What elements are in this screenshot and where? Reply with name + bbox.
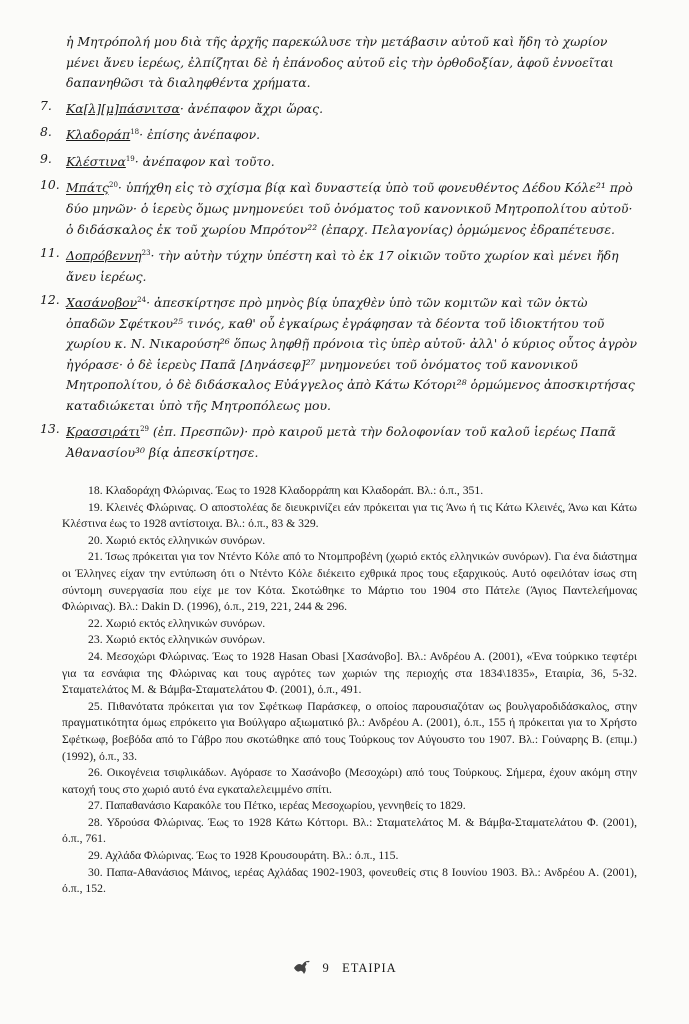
footnote-ref: 20 [109,181,118,190]
village-entry [40,419,640,463]
village-name: Κα[λ][μ]πάσνιτσα [66,100,180,116]
village-list [40,96,640,464]
footnote: 28. Υδρούσα Φλώρινας. Έως το 1928 Κάτω Κόττορι. Βλ.: Σταματελάτος Μ. & Βάμβα-Σταματελάτου Φ. (2001), ό.π., 761. [62,815,637,846]
entry-number: 11. [40,245,60,260]
entry-text: (ἐπ. Πρεσπῶν)· πρὸ καιροῦ μετὰ τὴν δολοφονίαν τοῦ καλοῦ ἱερέως Παπᾶ Ἀθανασίου³⁰ βίᾳ ἀπεσκίρτησε. [66,424,616,460]
footnote: 19. Κλεινές Φλώρινας. Ο αποστολέας δε διευκρινίζει εάν πρόκειται για τις Άνω ή τις Κάτω Κλεινές, Άνω και Κάτω Κλέστινα έως το 1928 αντίστοιχα. Βλ.: ό.π., 83 & 329. [62,500,637,531]
village-name: Δοπρόβεννη [66,248,142,264]
entry-body [66,96,640,120]
village-entry [40,149,640,173]
footnote-ref: 29 [140,425,149,434]
footnote: 30. Παπα-Αθανάσιος Μάινος, ιερέας Αχλάδας 1902-1903, φονευθείς στις 8 Ιουνίου 1903. Βλ.: Ανδρέου Α. (2001), ό.π., 152. [62,865,637,896]
village-entry [40,290,640,416]
entry-body [66,149,640,173]
intro-paragraph: ἡ Μητρόπολή μου διὰ τῆς ἀρχῆς παρεκώλυσε τὴν μετάβασιν αὐτοῦ καὶ ἤδη τὸ χωρίον μένει ἄνευ ἱερέως, ἐλπίζηται δὲ ἡ ἐπάνοδος αὐτοῦ εἰς τὴν ὀρθοδοξίαν, ἀφοῦ ἐννοεῖται δαπανηθῶσι τὰ διαληφθέντα χρήματα. [66,34,614,90]
entry-body [66,243,640,287]
footnote: 22. Χωριό εκτός ελληνικών συνόρων. [88,616,266,630]
entry-text: · ἐπίσης ἀνέπαφον. [139,127,261,143]
village-entry [40,175,640,240]
entry-number: 8. [40,124,52,140]
footnote: 23. Χωριό εκτός ελληνικών συνόρων. [88,633,266,647]
entry-text: · ἀνέπαφον ἄχρι ὥρας. [179,100,324,116]
village-entry [40,122,640,146]
footnote: 26. Οικογένεια τσιφλικάδων. Αγόρασε το Χασάνοβο (Μεσοχώρι) από τους Τούρκους. Σήμερα, έχουν ακόμη στην κατοχή τους στο χωριό αυτό ένα εγκαταλελειμμένο σπίτι. [62,766,637,796]
page-number: 9 [322,960,330,975]
village-entry [40,96,640,120]
village-name: Κλαδοράπ [66,127,131,143]
main-text [40,32,640,466]
journal-name: ΕΤΑΙΡΙΑ [342,960,397,975]
footnote-ref: 23 [141,249,151,257]
footnote-ref: 18 [130,128,140,137]
entry-number: 7. [40,97,52,113]
entry-body [66,175,640,240]
entry-body [66,419,640,463]
village-name: Μπάτς [66,180,109,196]
entry-number: 10. [40,177,60,193]
footnote: 25. Πιθανότατα πρόκειται για τον Σφέτκωφ Παράσκεφ, ο οποίος παρουσιαζόταν ως βουλγαροδιδάσκαλος, στην πραγματικότητα όμως επρόκειτο για Βούλγαρο αξιωματικό βλ.: Ανδρέου Α. (2001), ό.π., 155 ή πρόκειται για το Χρήστο Σφέτκωφ, βοεβόδα από το Γάβρο που σκοτώθηκε από τους Τούρκους τον Αύγουστο του 1907. Βλ.: Γούναρης Β. (επιμ.) (1992), ό.π., 33. [62,699,637,763]
entry-number: 12. [40,292,60,308]
bird-emblem-icon [292,958,312,980]
village-name: Κρασσιράτι [66,424,141,440]
footnote: 21. Ίσως πρόκειται για τον Ντέντο Κόλε από το Ντομπροβένη (χωριό εκτός ελληνικών συνόρων). Για ένα διάστημα οι Έλληνες είχαν την εντύπωση ότι ο Ντέντο Κόλε διέκειτο εχθρικά προς τους εξαρχικούς. Αυτό οφειλόταν ίσως στη σύντομη συνεργασία που είχε με τον Κότα. Σκοτώθηκε το Μάρτιο του 1904 στο Πάτελε (Άγιος Παντελεήμονας Φλώρινας). Βλ.: Dakin D. (1996), ό.π., 219, 221, 244 & 296. [62,550,637,614]
village-entry [40,243,640,287]
page-footer [0,958,689,980]
entry-text: · τὴν αὐτὴν τύχην ὑπέστη καὶ τὸ ἐκ 17 οἰκιῶν τοῦτο χωρίον καὶ μένει ἤδη ἄνευ ἱερέως. [66,248,619,284]
footnotes [62,483,637,898]
entry-body [66,122,640,146]
entry-body [66,290,640,416]
entry-text: · ἀνέπαφον καὶ τοῦτο. [134,153,275,169]
village-name: Χασάνοβον [66,295,138,311]
entry-text: · ὑπήχθη εἰς τὸ σχίσμα βίᾳ καὶ δυναστείᾳ ὑπὸ τοῦ φονευθέντος Δέδου Κόλε²¹ πρὸ δύο μηνῶν· ὁ ἱερεὺς ὅμως μνημονεύει τοῦ ὀνόματος τοῦ κανονικοῦ Μητροπολίτου αὐτοῦ· ὁ διδάσκαλος ἐκ τοῦ χωρίου Μπρότον²² (ἐπαρχ. Πελαγονίας) ὁρμώμενος ἐδραπέτευσε. [66,180,633,237]
footnote: 18. Κλαδοράχη Φλώρινας. Έως το 1928 Κλαδορράπη και Κλαδοράπ. Βλ.: ό.π., 351. [88,484,484,497]
entry-number: 9. [40,150,52,166]
village-name: Κλέστινα [66,153,126,169]
footnote: 29. Αχλάδα Φλώρινας. Έως το 1928 Κρουσουράτη. Βλ.: ό.π., 115. [88,849,399,863]
footnote: 24. Μεσοχώρι Φλώρινας. Έως το 1928 Hasan Obasi [Χασάνοβο]. Βλ.: Ανδρέου Α. (2001), «Ένα τούρκικο τεφτέρι για τα εσνάφια της Φλώρινας και τους αγρότες των χωριών της περιοχής στα 1834\1835», Εταιρία, 36, 5-32. Σταματελάτος Μ. & Βάμβα-Σταματελάτου Φ. (2001), ό.π., 491. [62,649,637,697]
footnote: 27. Παπαθανάσιο Καρακόλε του Πέτκο, ιερέας Μεσοχωρίου, γεννηθείς το 1829. [88,799,466,813]
footnote: 20. Χωριό εκτός ελληνικών συνόρων. [88,533,266,547]
footnote-ref: 19 [125,154,135,163]
footnote-ref: 24 [137,296,147,305]
entry-text: · ἀπεσκίρτησε πρὸ μηνὸς βίᾳ ὑπαχθὲν ὑπὸ τῶν κομιτῶν καὶ τῶν ὀκτὼ ὀπαδῶν Σφέτκου²⁵ τινός, καθ' οὗ ἐγκαίρως ἐγράφησαν τὰ δέοντα τοῦ ἰδιοκτήτου τοῦ χωρίου κ. Ν. Νικαρούση²⁶ ὅπως ληφθῇ πρόνοια τὶς ὑπὲρ αὐτοῦ· ἀλλ' ὁ κύριος οὗτος ἀγρὸν ἠγόρασε· ὁ δὲ ἱερεὺς Παπᾶ [Δηνάσεφ]²⁷ μνημονεύει τοῦ ὀνόματος τοῦ κανονικοῦ Μητροπολίτου, ὁ δὲ διδάσκαλος Εὐάγγελος ἀπὸ Κάτω Κότορι²⁸ ὁρμώμενος ἀποσκιρτήσας καταδιώκεται ὑπὸ τῆς Μητροπόλεως μου. [66,295,637,413]
entry-number: 13. [40,421,60,437]
